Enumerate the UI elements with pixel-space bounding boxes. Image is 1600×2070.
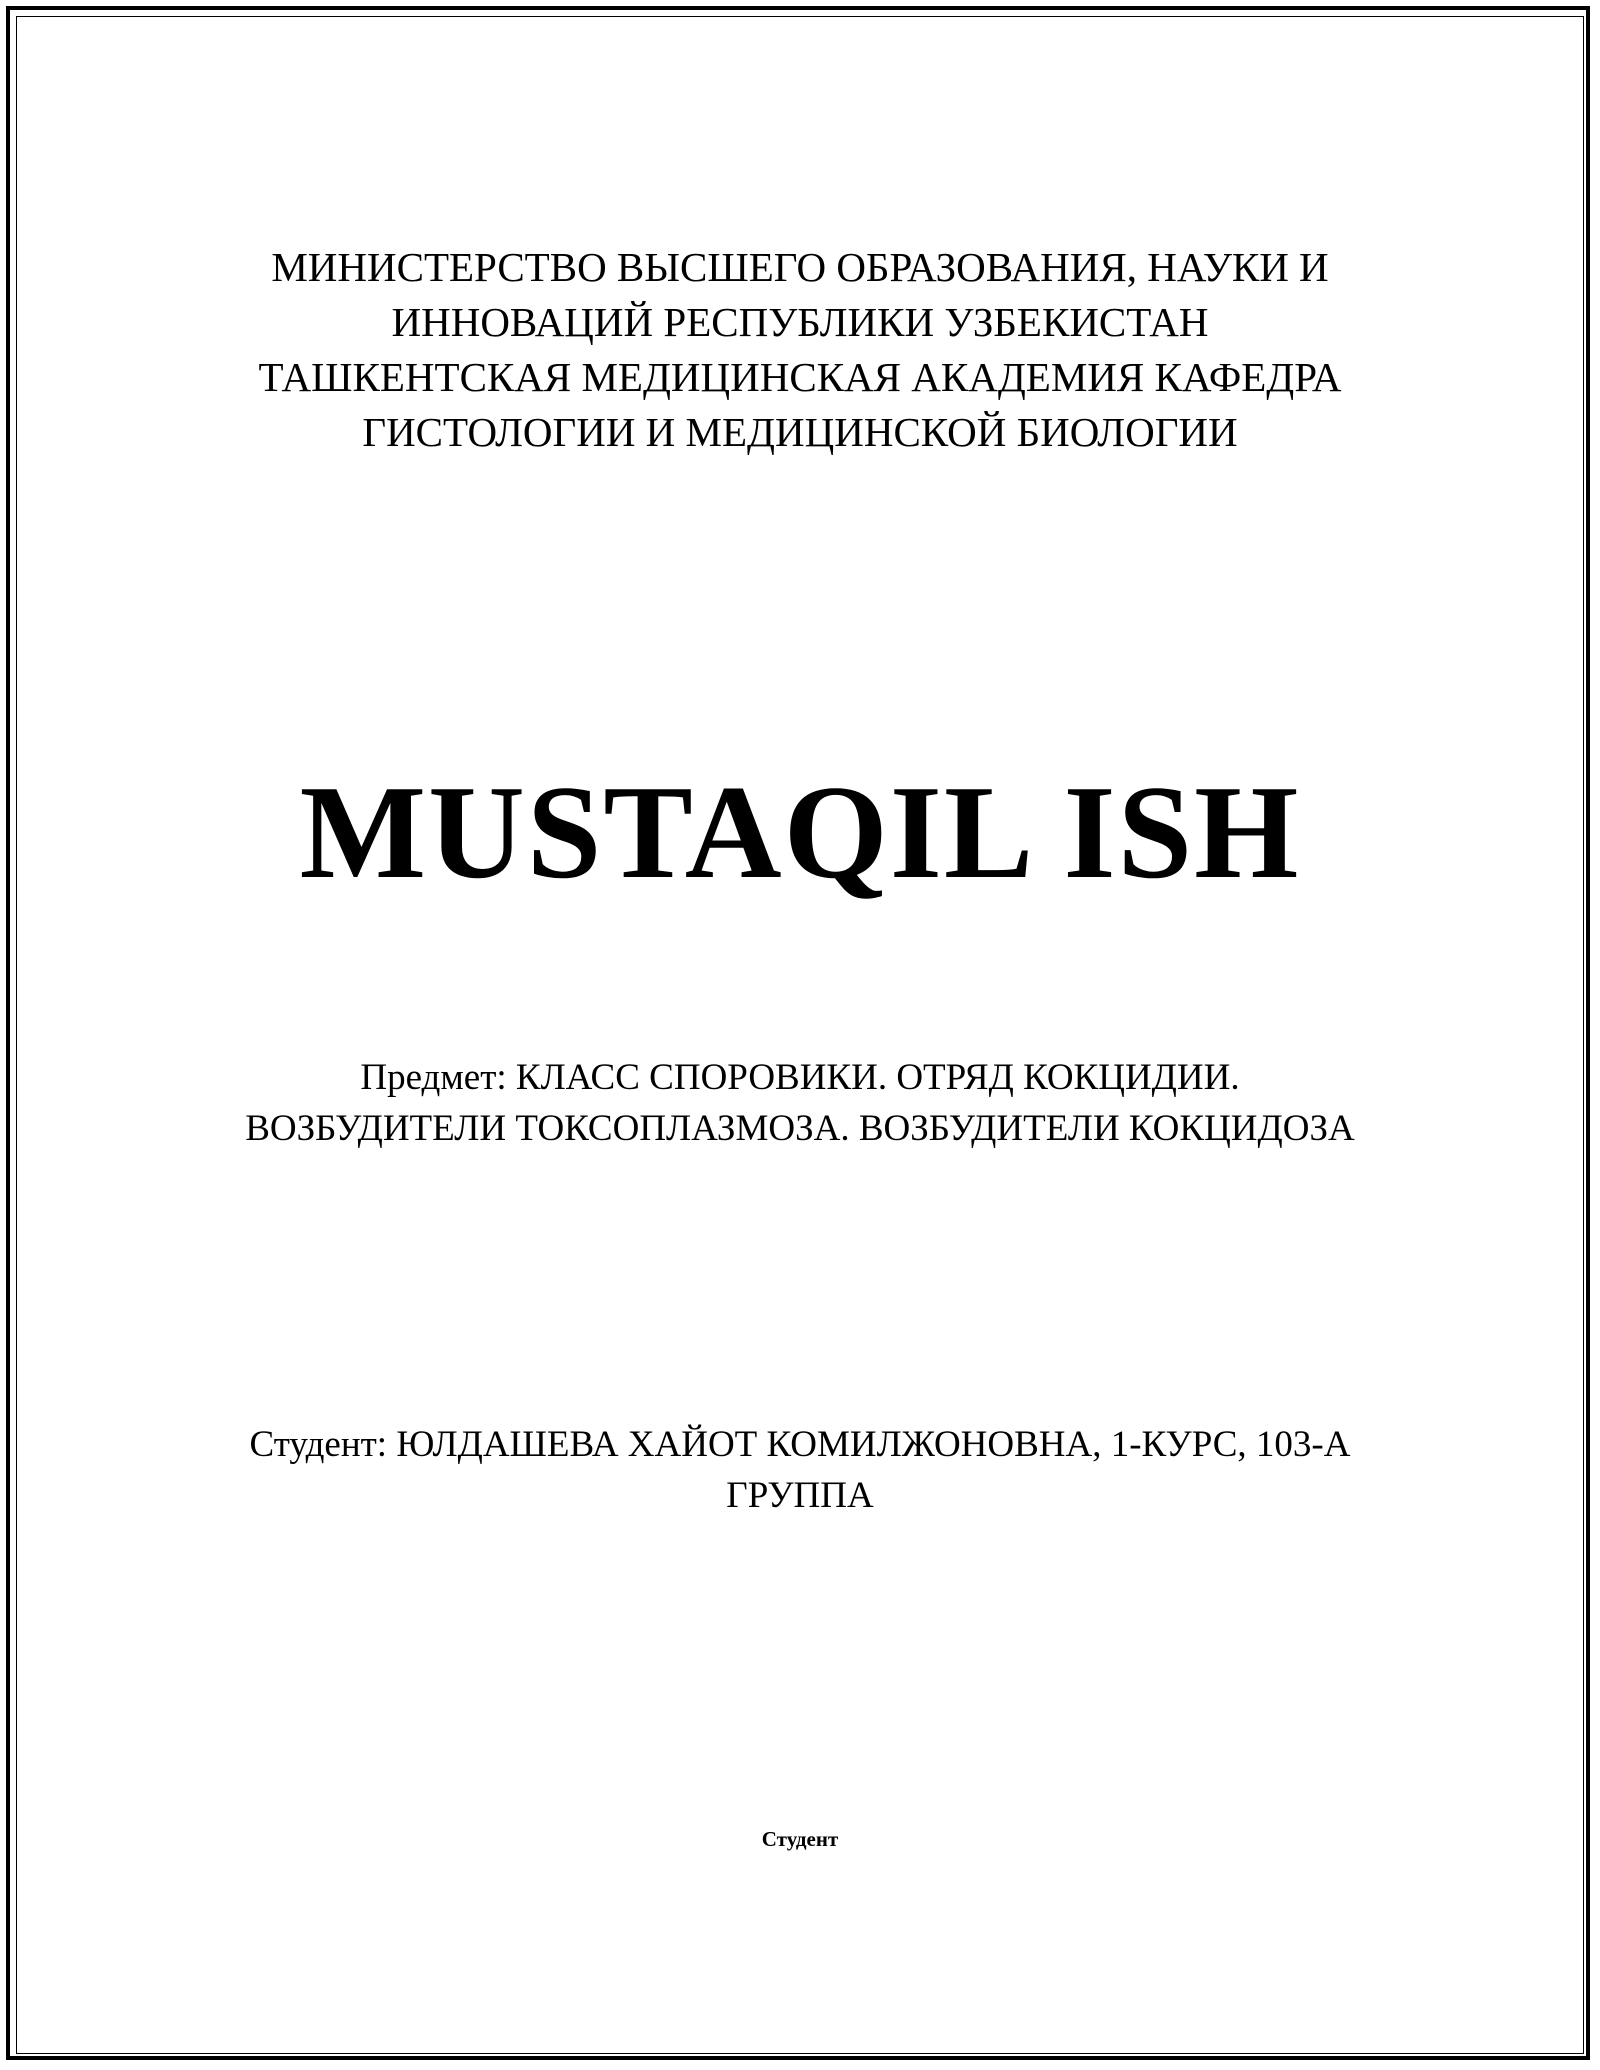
footer-label: Студент [761,1827,839,1851]
student-info [0,1419,1600,1521]
subject-line: ВОЗБУДИТЕЛИ ТОКСОПЛАЗМОЗА. ВОЗБУДИТЕЛИ КОКЦИДОЗА [245,1108,1355,1149]
document-title: MUSTAQIL ISH [299,758,1301,906]
header-line: МИНИСТЕРСТВО ВЫСШЕГО ОБРАЗОВАНИЯ, НАУКИ И [271,244,1329,290]
student-line: ГРУППА [726,1475,874,1516]
student-line: Студент: ЮЛДАШЕВА ХАЙОТ КОМИЛЖОНОВНА, 1-КУРС, 103-А [249,1424,1351,1465]
subject-info [0,1052,1600,1154]
header-line: ТАШКЕНТСКАЯ МЕДИЦИНСКАЯ АКАДЕМИЯ КАФЕДРА [258,354,1342,400]
header-line: ГИСТОЛОГИИ И МЕДИЦИНСКОЙ БИОЛОГИИ [362,409,1238,455]
subject-line: Предмет: КЛАСС СПОРОВИКИ. ОТРЯД КОКЦИДИИ. [360,1057,1240,1098]
institution-header [0,240,1600,460]
header-line: ИННОВАЦИЙ РЕСПУБЛИКИ УЗБЕКИСТАН [391,299,1209,345]
